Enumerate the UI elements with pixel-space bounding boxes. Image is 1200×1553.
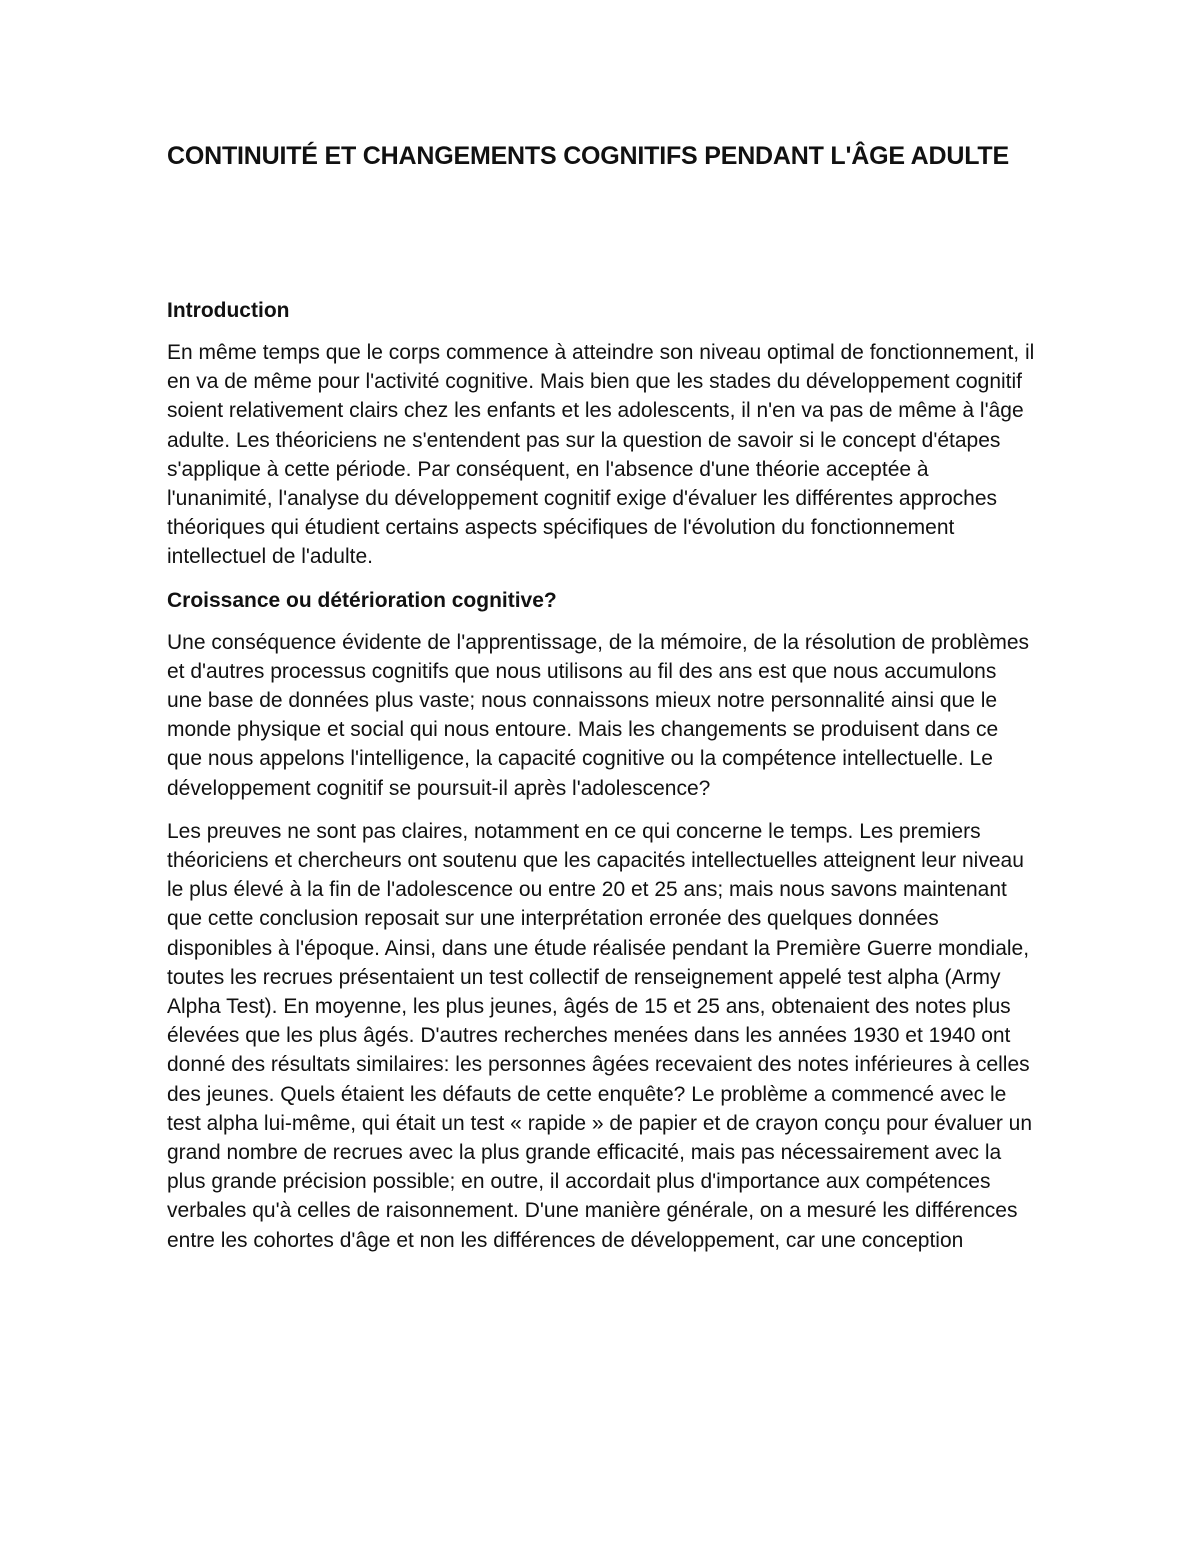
document-title: CONTINUITÉ ET CHANGEMENTS COGNITIFS PENDANT L'ÂGE ADULTE [167, 142, 1009, 170]
section-heading-introduction: Introduction [167, 299, 290, 322]
paragraph-croissance-1: Une conséquence évidente de l'apprentissage, de la mémoire, de la résolution de problèmes et d'autres processus cognitifs que nous utilisons au fil des ans est que nous accumulons une base de données plus vaste; nous connaissons mieux notre personnalité ainsi que le monde physique et social qui nous entoure. Mais les changements se produisent dans ce que nous appelons l'intelligence, la capacité cognitive ou la compétence intellectuelle. Le développement cognitif se poursuit-il après l'adolescence? [167, 630, 1030, 800]
paragraph-croissance-2: Les preuves ne sont pas claires, notamment en ce qui concerne le temps. Les premiers théoriciens et chercheurs ont soutenu que les capacités intellectuelles atteignent leur niveau le plus élevé à la fin de l'adolescence ou entre 20 et 25 ans; mais nous savons maintenant que cette conclusion reposait sur une interprétation erronée des quelques données disponibles à l'époque. Ainsi, dans une étude réalisée pendant la Première Guerre mondiale, toutes les recrues présentaient un test collectif de renseignement appelé test alpha (Army Alpha Test). En moyenne, les plus jeunes, âgés de 15 et 25 ans, obtenaient des notes plus élevées que les plus âgés. D'autres recherches menées dans les années 1930 et 1940 ont donné des résultats similaires: les personnes âgées recevaient des notes inférieures à celles des jeunes. Quels étaient les défauts de cette enquête? Le problème a commencé avec le test alpha lui-même, qui était un test « rapide » de papier et de crayon conçu pour évaluer un grand nombre de recrues avec la plus grande efficacité, mais pas nécessairement avec la plus grande précision possible; en outre, il accordait plus d'importance aux compétences verbales qu'à celles de raisonnement. D'une manière générale, on a mesuré les différences entre les cohortes d'âge et non les différences de développement, car une conception [167, 819, 1033, 1252]
section-heading-croissance: Croissance ou détérioration cognitive? [167, 588, 557, 612]
document-body [167, 139, 1037, 1255]
paragraph-introduction: En même temps que le corps commence à atteindre son niveau optimal de fonctionnement, il en va de même pour l'activité cognitive. Mais bien que les stades du développement cognitif soient relativement clairs chez les enfants et les adolescents, il n'en va pas de même à l'âge adulte. Les théoriciens ne s'entendent pas sur la question de savoir si le concept d'étapes s'applique à cette période. Par conséquent, en l'absence d'une théorie acceptée à l'unanimité, l'analyse du développement cognitif exige d'évaluer les différentes approches théoriques qui étudient certains aspects spécifiques de l'évolution du fonctionnement intellectuel de l'adulte. [167, 341, 1035, 569]
